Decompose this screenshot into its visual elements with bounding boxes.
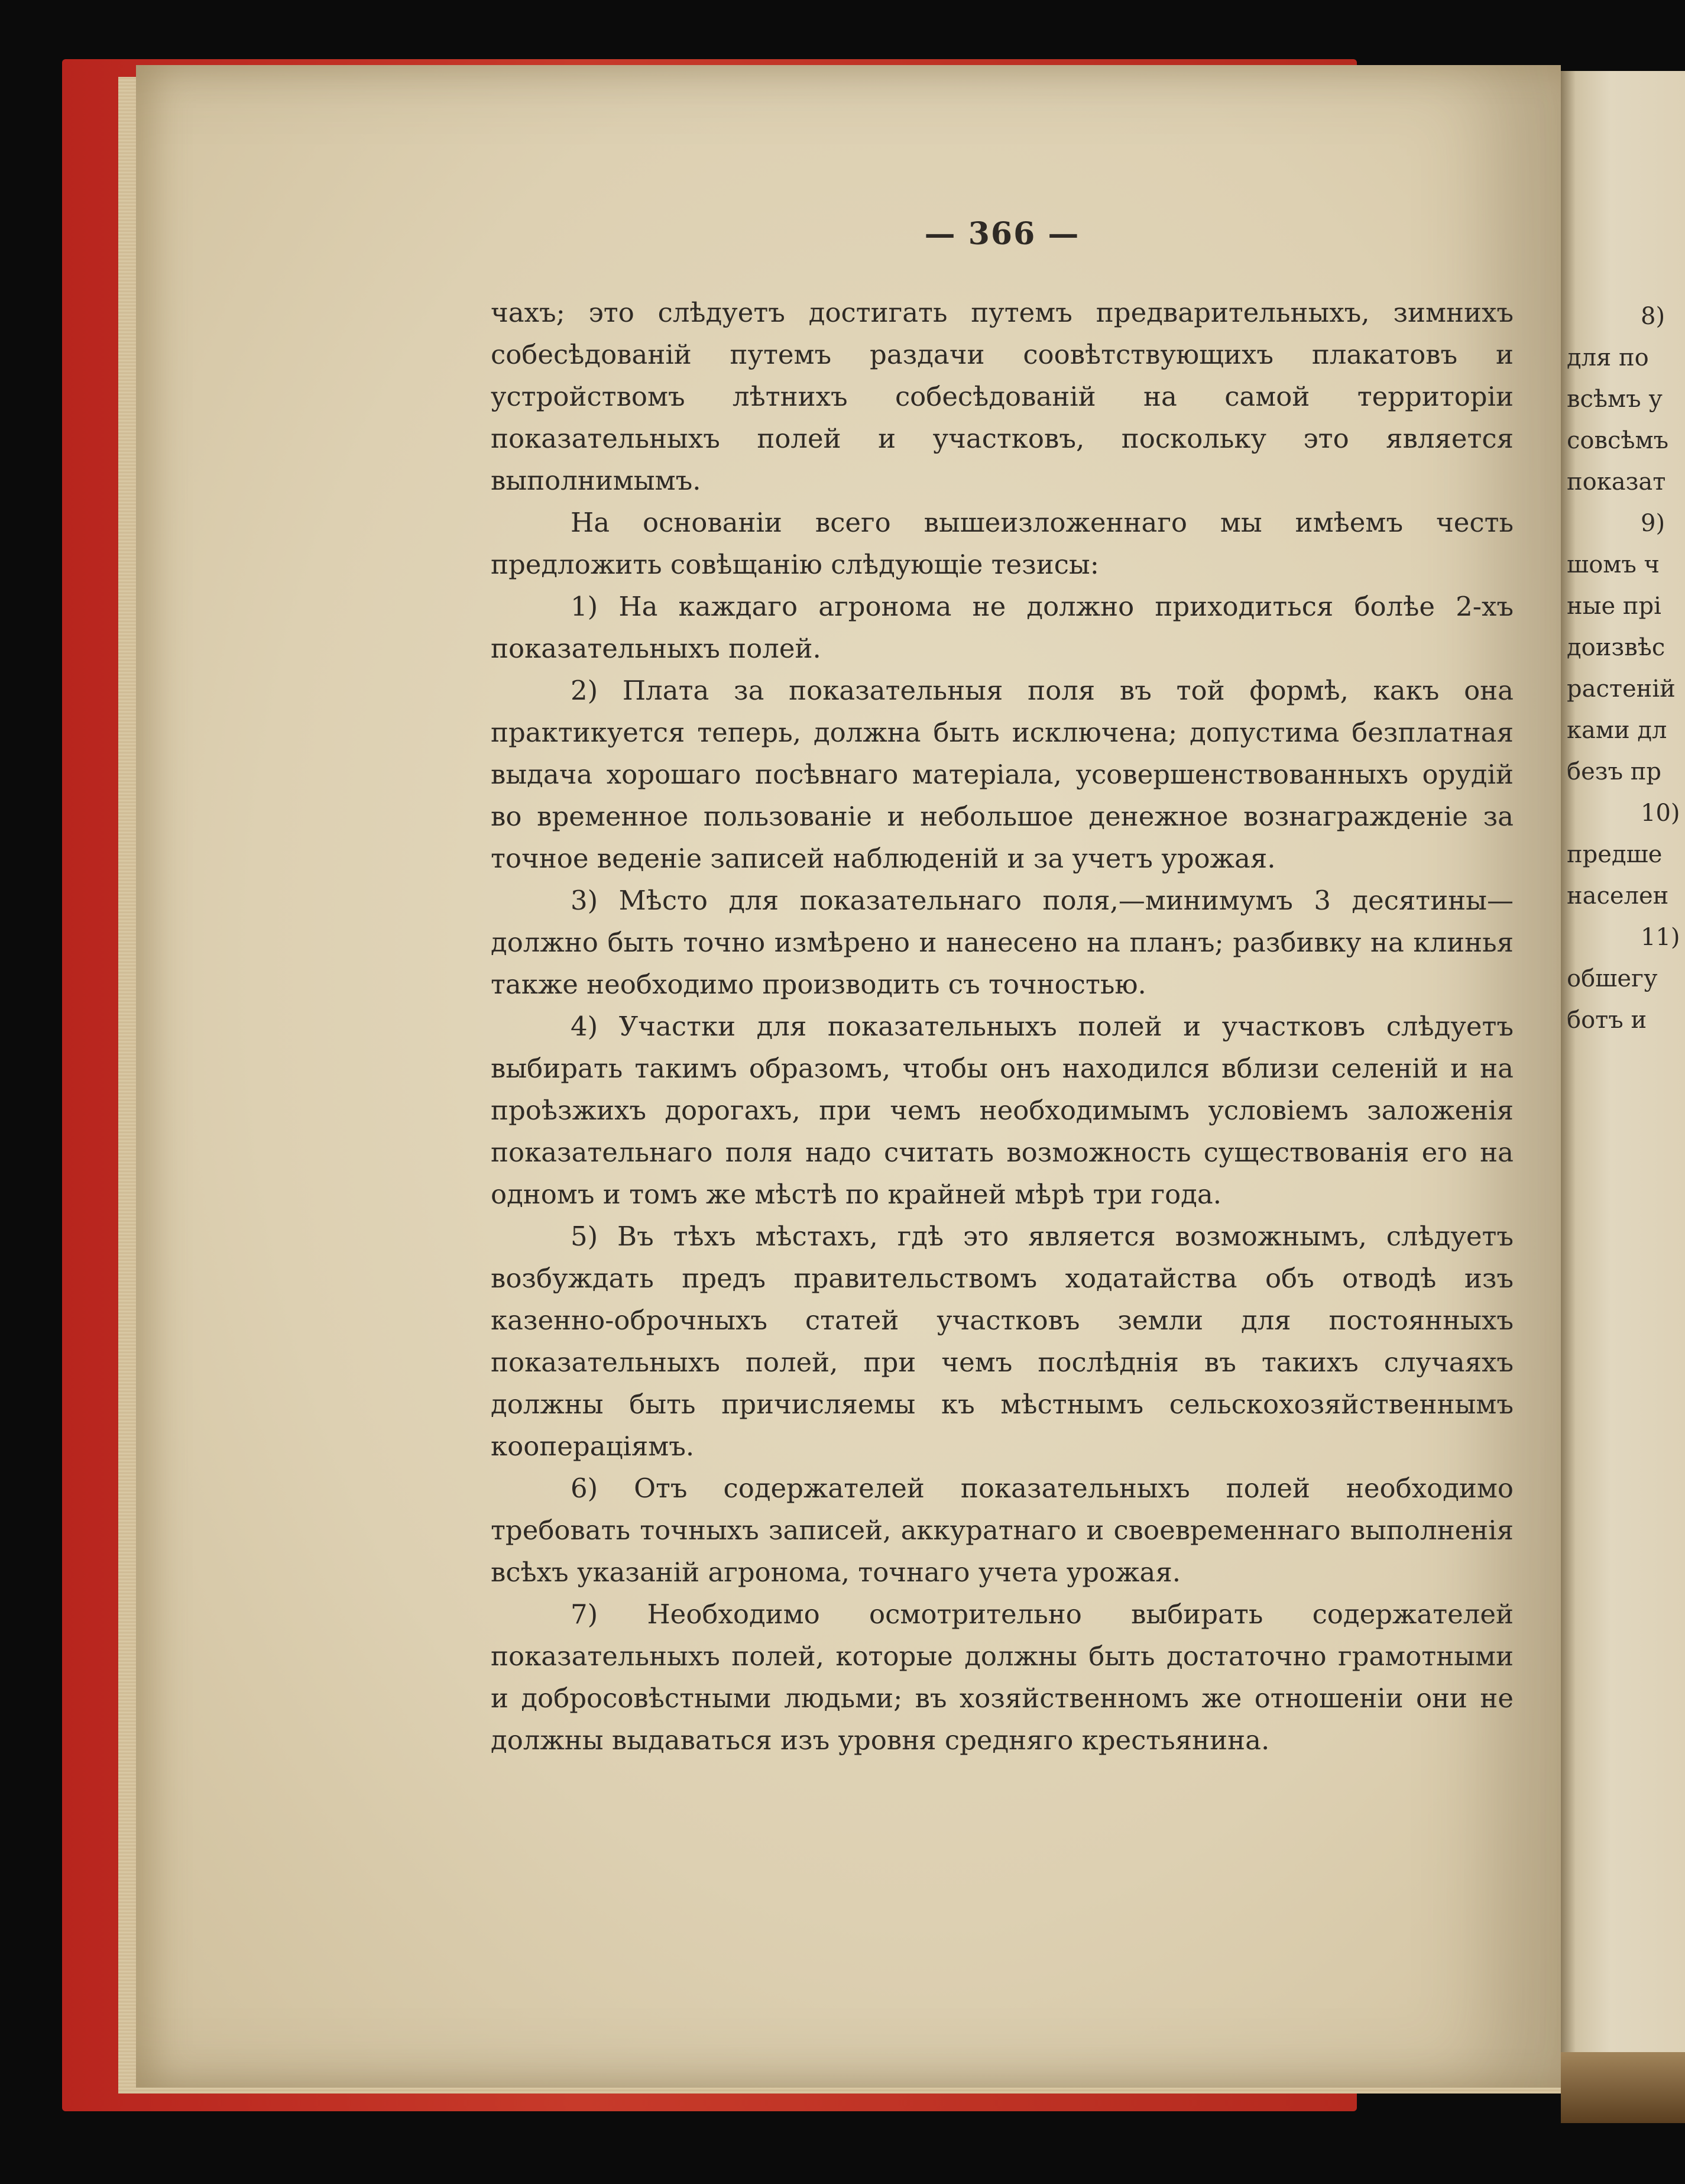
fragment-line: шомъ ч [1567,551,1660,578]
thesis-4: 4) Участки для показательныхъ полей и участковъ слѣдуетъ выбирать такимъ образомъ, чтобы онъ находился вблизи селеній и на проѣзжихъ дорогахъ, при чемъ необходимымъ условіемъ заложенія показательнаго поля надо считать возможность существованія его на одномъ и томъ же мѣстѣ по крайней мѣрѣ три года. [491,1011,1514,1210]
fragment-line: безъ пр [1567,758,1661,785]
thesis-7: 7) Необходимо осмотрительно выбирать содержателей показательныхъ полей, которые должны быть достаточно грамотными и добросовѣстными людьми; въ хозяйственномъ же отношеніи они не должны выдаваться изъ уровня средняго крестьянина. [491,1599,1514,1756]
fragment-line: ботъ и [1567,1007,1647,1034]
paragraph: чахъ; это слѣдуетъ достигать путемъ предварительныхъ, зимнихъ собесѣдованій путемъ раздачи соовѣтствующихъ плакатовъ и устройствомъ лѣтнихъ собесѣдованій на самой территоріи показательныхъ полей и участковъ, поскольку это является выполнимымъ. [491,297,1514,496]
fragment-line: 11) [1641,924,1680,951]
fragment-line: совсѣмъ [1567,427,1669,454]
paragraph: На основаніи всего вышеизложеннаго мы имѣемъ честь предложить совѣщанію слѣдующіе тезисы: [491,507,1514,580]
fragment-line: населен [1567,882,1669,910]
fragment-line: 10) [1641,800,1680,827]
fragment-line: для по [1567,344,1649,371]
thesis-6: 6) Отъ содержателей показательныхъ полей необходимо требовать точныхъ записей, аккуратнаго и своевременнаго выполненія всѣхъ указаній агронома, точнаго учета урожая. [491,1473,1514,1588]
fragment-line: обшегу [1567,965,1658,992]
fragment-line: растеній [1567,675,1676,703]
thesis-1: 1) На каждаго агронома не должно приходиться болѣе 2-хъ показательныхъ полей. [491,591,1514,664]
next-page-fragments [1567,296,1685,1041]
fragment-line: 8) [1641,303,1665,330]
fragment-line: 9) [1641,510,1665,537]
fragment-line: предше [1567,841,1663,868]
fragment-line: показат [1567,468,1666,496]
fragment-line: всѣмъ у [1567,386,1663,413]
fragment-line: доизвѣс [1567,634,1665,661]
right-binding [1561,2052,1685,2123]
fragment-line: ные прі [1567,593,1661,620]
thesis-5: 5) Въ тѣхъ мѣстахъ, гдѣ это является возможнымъ, слѣдуетъ возбуждать предъ правительствомъ ходатайства объ отводѣ изъ казенно-оброчныхъ статей участковъ земли для постоянныхъ показательныхъ полей, при чемъ послѣднія въ такихъ случаяхъ должны быть причисляемы къ мѣстнымъ сельскохозяйственнымъ кооперацiямъ. [491,1221,1514,1462]
thesis-2: 2) Плата за показательныя поля въ той формѣ, какъ она практикуется теперь, должна быть исключена; допустима безплатная выдача хорошаго посѣвнаго матеріала, усовершенствованныхъ орудій во временное пользованіе и небольшое денежное вознагражденіе за точное веденіе записей наблюденій и за учетъ урожая. [491,675,1514,874]
page-text [491,213,1514,1761]
page-number: — 366 — [924,216,1080,252]
thesis-3: 3) Мѣсто для показательнаго поля,—минимумъ 3 десятины—должно быть точно измѣрено и нанесено на планъ; разбивку на клинья также необходимо производить съ точностью. [491,885,1514,1000]
fragment-line: ками дл [1567,717,1667,744]
